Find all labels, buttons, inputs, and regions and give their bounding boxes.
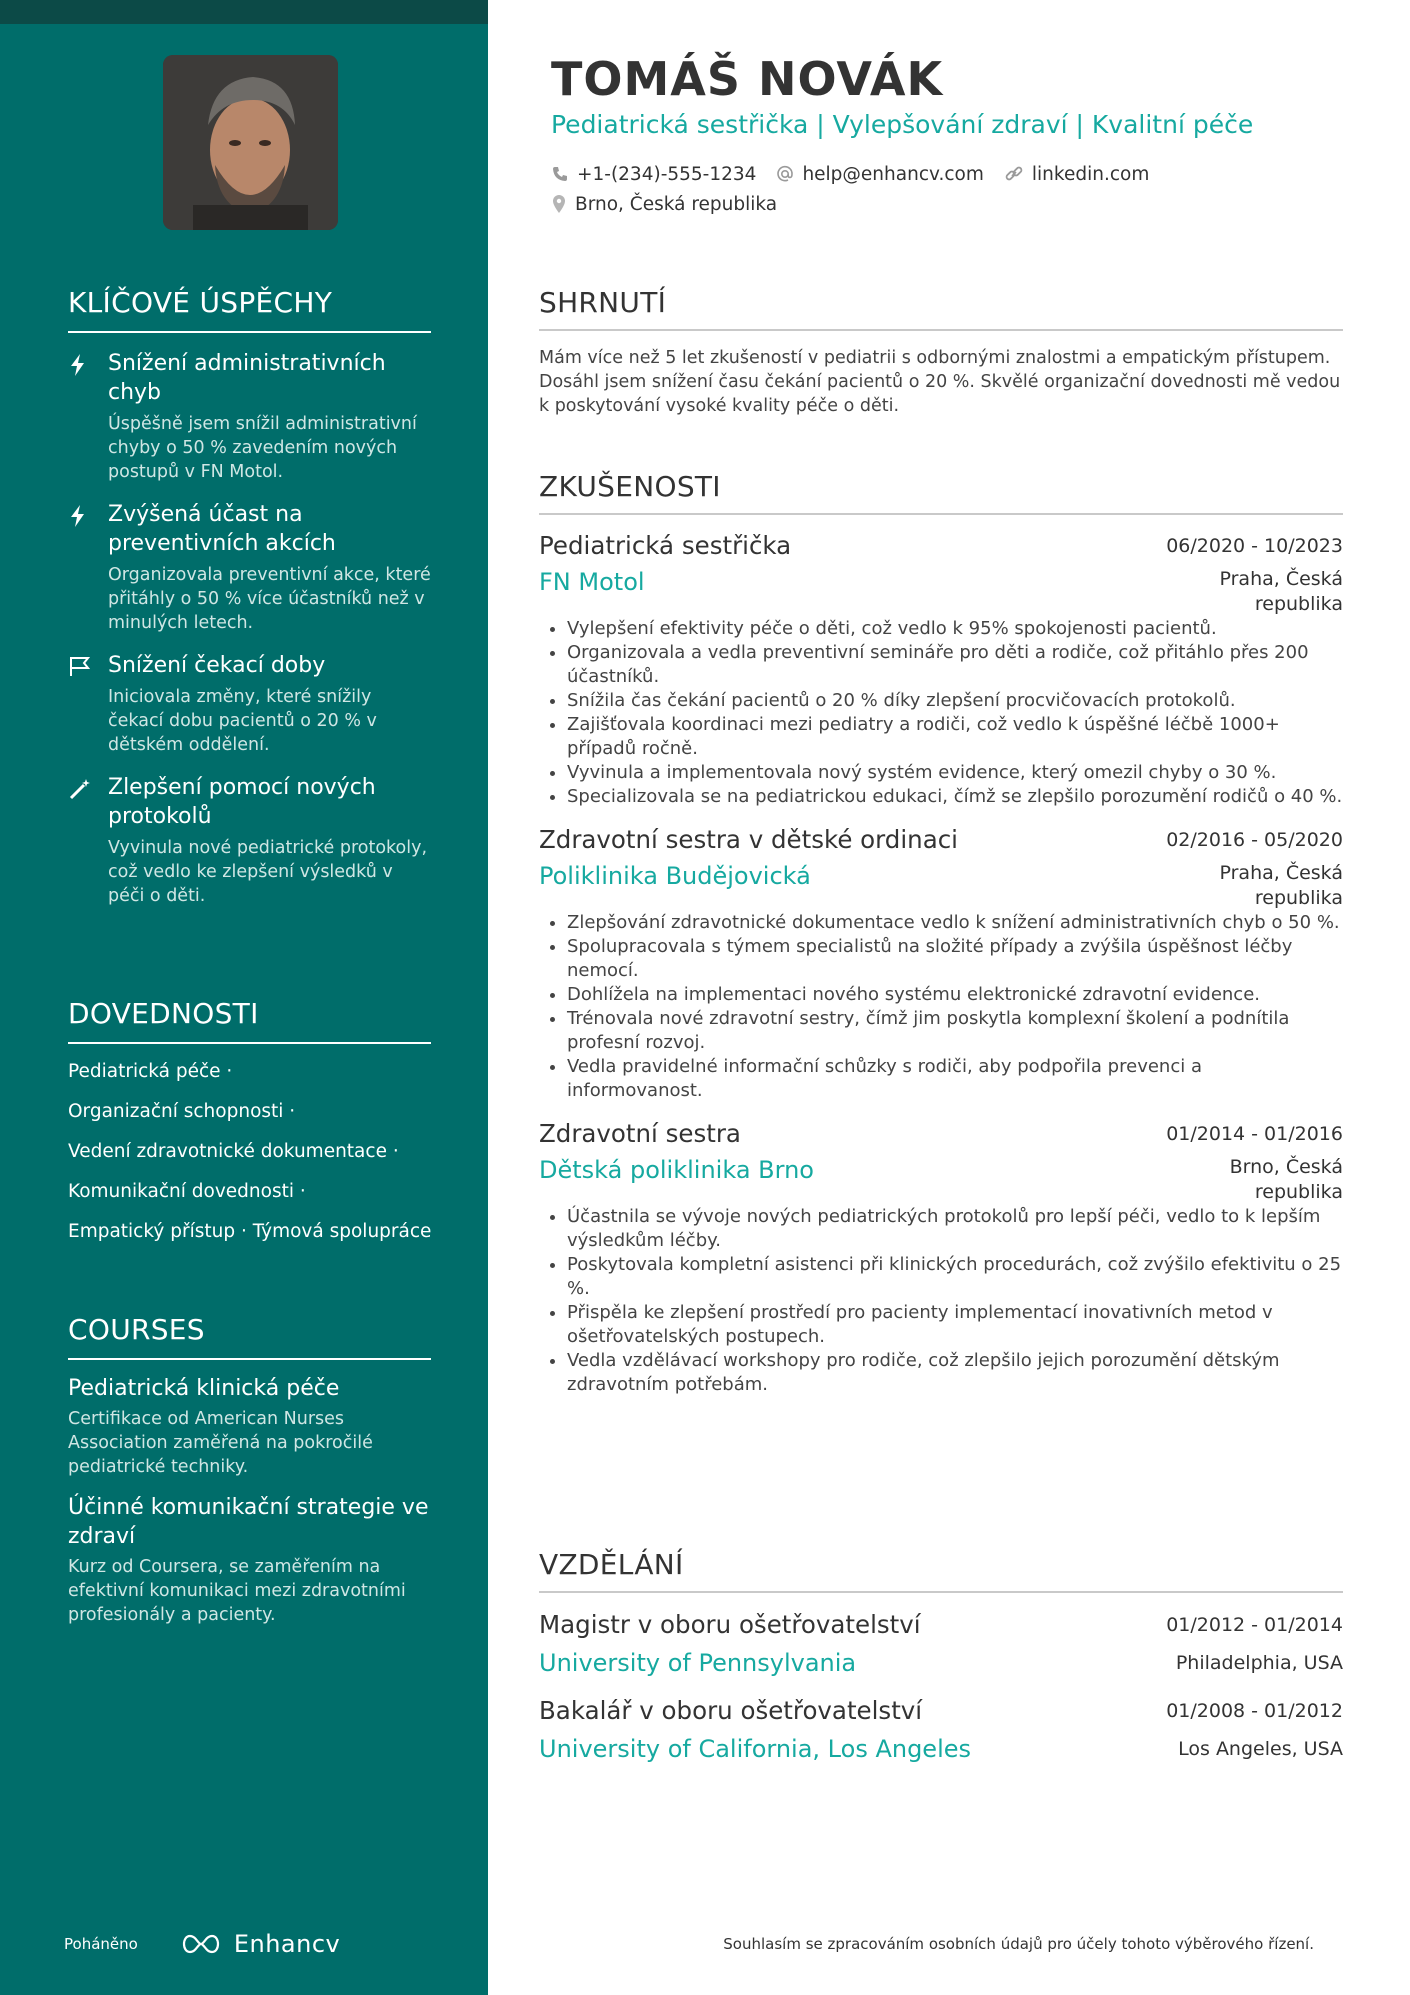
course-title: Účinné komunikační strategie ve zdraví	[68, 1495, 429, 1549]
skill-line: Vedení zdravotnické dokumentace ·	[68, 1141, 399, 1162]
contact-info	[551, 160, 1169, 220]
phone-contact[interactable]	[551, 164, 756, 185]
enhancv-logo[interactable]	[178, 1930, 340, 1958]
courses-section	[68, 1313, 431, 1627]
education-location: Philadelphia, USA	[1175, 1652, 1343, 1674]
achievement-desc: Iniciovala změny, které snížily čekací dobu pacientů o 20 % v dětském oddělení.	[108, 687, 377, 755]
skill-line: Organizační schopnosti ·	[68, 1101, 296, 1122]
course-desc: Kurz od Coursera, se zaměřením na efektivní komunikaci mezi zdravotními profesionály a pacienty.	[68, 1557, 406, 1625]
powered-label: Poháněno	[64, 1935, 138, 1953]
achievement-item	[68, 773, 431, 908]
job-bullet: • Zlepšování zdravotnické dokumentace vedlo k snížení administrativních chyb o 50 %.	[567, 911, 1343, 935]
skill-line: Pediatrická péče ·	[68, 1061, 233, 1082]
education-dates: 01/2012 - 01/2014	[1166, 1614, 1343, 1636]
experience-heading: ZKUŠENOSTI	[539, 470, 1343, 515]
job-company: FN Motol	[539, 568, 645, 596]
summary-heading: SHRNUTÍ	[539, 286, 1343, 331]
course-item	[68, 1493, 431, 1627]
job-dates: 01/2014 - 01/2016	[1166, 1123, 1343, 1145]
location-pin-icon	[551, 194, 567, 214]
job-bullet: • Vyvinula a implementovala nový systém evidence, který omezil chyby o 30 %.	[567, 761, 1343, 785]
skill-line: Komunikační dovednosti ·	[68, 1181, 306, 1202]
job-bullet: • Vedla pravidelné informační schůzky s rodiči, aby podpořila prevenci a informovanost.	[567, 1055, 1343, 1103]
job-dates: 06/2020 - 10/2023	[1166, 535, 1343, 557]
achievements-section	[68, 286, 431, 908]
achievement-item	[68, 500, 431, 635]
achievement-item	[68, 349, 431, 484]
profile-photo	[163, 55, 338, 230]
phone-icon	[551, 165, 569, 183]
course-title: Pediatrická klinická péče	[68, 1376, 340, 1401]
email-text: help@enhancv.com	[802, 163, 984, 185]
course-desc: Certifikace od American Nurses Association zaměřená na pokročilé pediatrické techniky.	[68, 1409, 373, 1477]
job-bullet: • Snížila čas čekání pacientů o 20 % díky zlepšení procvičovacích protokolů.	[567, 689, 1343, 713]
courses-heading: COURSES	[68, 1313, 431, 1360]
skill-line: Empatický přístup · Týmová spolupráce	[68, 1221, 432, 1242]
sidebar	[0, 0, 488, 1995]
bolt-icon	[68, 349, 108, 484]
job-bullet: • Vedla vzdělávací workshopy pro rodiče, což zlepšilo jejich porozumění dětským zdravotním potřebám.	[567, 1349, 1343, 1397]
phone-text: +1-(234)-555-1234	[577, 163, 757, 185]
job-bullet: • Spolupracovala s týmem specialistů na složité případy a zvýšila úspěšnost léčby nemocí.	[567, 935, 1343, 983]
enhancv-logo-icon	[178, 1932, 224, 1956]
achievement-title: Snížení administrativních chyb	[108, 351, 386, 405]
job-bullets	[539, 617, 1343, 809]
magic-wand-icon	[68, 773, 108, 908]
achievement-title: Snížení čekací doby	[108, 653, 326, 678]
education-school: University of Pennsylvania	[539, 1649, 857, 1677]
job-bullet: • Dohlížela na implementaci nového systému elektronické zdravotní evidence.	[567, 983, 1343, 1007]
job-bullets	[539, 911, 1343, 1103]
job-bullets	[539, 1205, 1343, 1397]
summary-section	[539, 286, 1343, 418]
education-entry	[539, 1695, 1343, 1765]
linkedin-contact[interactable]	[1004, 164, 1149, 185]
course-item	[68, 1374, 431, 1479]
sidebar-top-bar	[0, 0, 488, 24]
job-title: Zdravotní sestra	[539, 1119, 741, 1148]
powered-by	[64, 1930, 340, 1958]
enhancv-brand: Enhancv	[233, 1930, 341, 1958]
job-bullet: • Organizovala a vedla preventivní semináře pro děti a rodiče, což přitáhlo přes 200 účastníků.	[567, 641, 1343, 689]
job-bullet: • Specializovala se na pediatrickou edukaci, čímž se zlepšilo porozumění rodičů o 40 %.	[567, 785, 1343, 809]
job-title: Zdravotní sestra v dětské ordinaci	[539, 825, 958, 854]
job-bullet: • Trénovala nové zdravotní sestry, čímž jim poskytla komplexní školení a podnítila profesní rozvoj.	[567, 1007, 1343, 1055]
education-degree: Magistr v oboru ošetřovatelství	[539, 1610, 921, 1639]
job-dates: 02/2016 - 05/2020	[1166, 829, 1343, 851]
achievements-heading: KLÍČOVÉ ÚSPĚCHY	[68, 286, 431, 333]
education-entry	[539, 1609, 1343, 1679]
achievement-item	[68, 651, 431, 757]
location-text: Brno, Česká republika	[575, 193, 778, 215]
job-bullet: • Poskytovala kompletní asistenci při klinických procedurách, což zvýšilo efektivitu o 25 %.	[567, 1253, 1343, 1301]
candidate-name: TOMÁŠ NOVÁK	[551, 52, 944, 106]
summary-text: Mám více než 5 let zkušeností v pediatrii s odbornými znalostmi a empatickým přístupem. Dosáhl jsem snížení času čekání pacientů o 20 %. Skvělé organizační dovednosti mě vedou k poskytování vysoké kvality péče o děti.	[539, 348, 1341, 416]
job-location: Praha, Česká republika	[1219, 862, 1343, 909]
achievement-desc: Úspěšně jsem snížil administrativní chyby o 50 % zavedením nových postupů v FN Motol.	[108, 414, 417, 482]
job-bullet: • Účastnila se vývoje nových pediatrických protokolů pro lepší péči, vedlo to k lepším výsledkům léčby.	[567, 1205, 1343, 1253]
bolt-icon	[68, 500, 108, 635]
consent-text: Souhlasím se zpracováním osobních údajů pro účely tohoto výběrového řízení.	[723, 1935, 1314, 1953]
achievement-desc: Organizovala preventivní akce, které přitáhly o 50 % více účastníků než v minulých letech.	[108, 565, 431, 633]
education-location: Los Angeles, USA	[1178, 1738, 1343, 1760]
job-location: Praha, Česká republika	[1219, 568, 1343, 615]
location-contact	[551, 194, 777, 215]
education-heading: VZDĚLÁNÍ	[539, 1548, 1343, 1593]
link-icon	[1004, 165, 1024, 183]
achievement-title: Zlepšení pomocí nových protokolů	[108, 775, 376, 829]
job-company: Dětská poliklinika Brno	[539, 1156, 814, 1184]
job-location: Brno, Česká republika	[1229, 1156, 1343, 1203]
skills-heading: DOVEDNOSTI	[68, 997, 431, 1044]
job-bullet: • Zajišťovala koordinaci mezi pediatry a rodiči, což vedlo k úspěšné léčbě 1000+ případů ročně.	[567, 713, 1343, 761]
education-school: University of California, Los Angeles	[539, 1735, 972, 1763]
achievement-desc: Vyvinula nové pediatrické protokoly, což vedlo ke zlepšení výsledků v péči o děti.	[108, 838, 428, 906]
education-dates: 01/2008 - 01/2012	[1166, 1700, 1343, 1722]
education-section	[539, 1548, 1343, 1765]
job-bullet: • Přispěla ke zlepšení prostředí pro pacienty implementací inovativních metod v ošetřovatelských postupech.	[567, 1301, 1343, 1349]
email-contact[interactable]	[776, 164, 983, 185]
candidate-headline: Pediatrická sestřička | Vylepšování zdraví | Kvalitní péče	[551, 110, 1254, 139]
achievement-title: Zvýšená účast na preventivních akcích	[108, 502, 336, 556]
job-entry	[539, 825, 1343, 1103]
job-entry	[539, 1119, 1343, 1397]
skills-section	[68, 997, 431, 1244]
education-degree: Bakalář v oboru ošetřovatelství	[539, 1696, 923, 1725]
flag-icon	[68, 651, 108, 757]
job-company: Poliklinika Budějovická	[539, 862, 811, 890]
job-bullet: • Vylepšení efektivity péče o děti, což vedlo k 95% spokojenosti pacientů.	[567, 617, 1343, 641]
job-title: Pediatrická sestřička	[539, 531, 792, 560]
job-entry	[539, 531, 1343, 809]
linkedin-text: linkedin.com	[1031, 163, 1150, 185]
experience-section	[539, 470, 1343, 1397]
at-icon	[776, 165, 794, 183]
